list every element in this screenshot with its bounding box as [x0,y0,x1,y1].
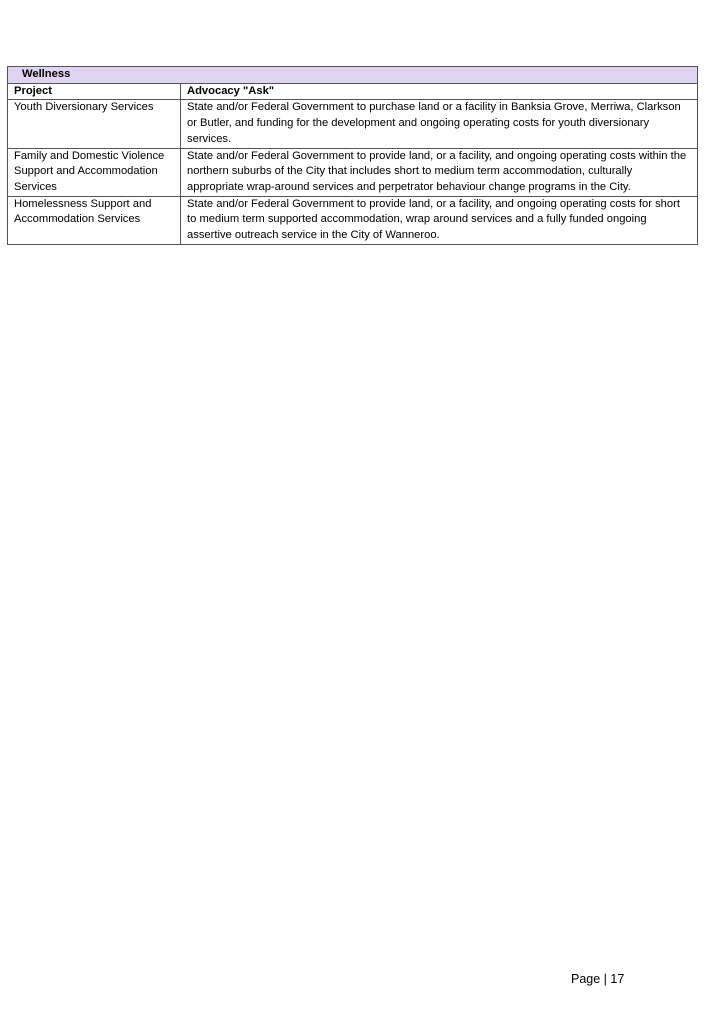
section-title: Wellness [8,67,698,84]
advocacy-table [7,66,698,245]
ask-cell: State and/or Federal Government to provide land, or a facility, and ongoing operating costs for short to medium term supported accommodation, wrap around services and a fully funded ongoing assertive outreach service in the City of Wanneroo. [181,196,698,244]
column-header-ask: Advocacy "Ask" [181,83,698,100]
page-number: Page | 17 [571,972,625,986]
project-cell: Homelessness Support and Accommodation Services [8,196,181,244]
project-cell: Youth Diversionary Services [8,100,181,148]
table-row [8,148,698,196]
project-cell: Family and Domestic Violence Support and Accommodation Services [8,148,181,196]
table-row [8,196,698,244]
column-header-row [8,83,698,100]
column-header-project: Project [8,83,181,100]
section-header-row [8,67,698,84]
ask-cell: State and/or Federal Government to purchase land or a facility in Banksia Grove, Merriwa, Clarkson or Butler, and funding for the development and ongoing operating costs for youth diversionary services. [181,100,698,148]
ask-cell: State and/or Federal Government to provide land, or a facility, and ongoing operating costs within the northern suburbs of the City that includes short to medium term accommodation, culturally appropriate wrap-around services and perpetrator behaviour change programs in the City. [181,148,698,196]
table-row [8,100,698,148]
